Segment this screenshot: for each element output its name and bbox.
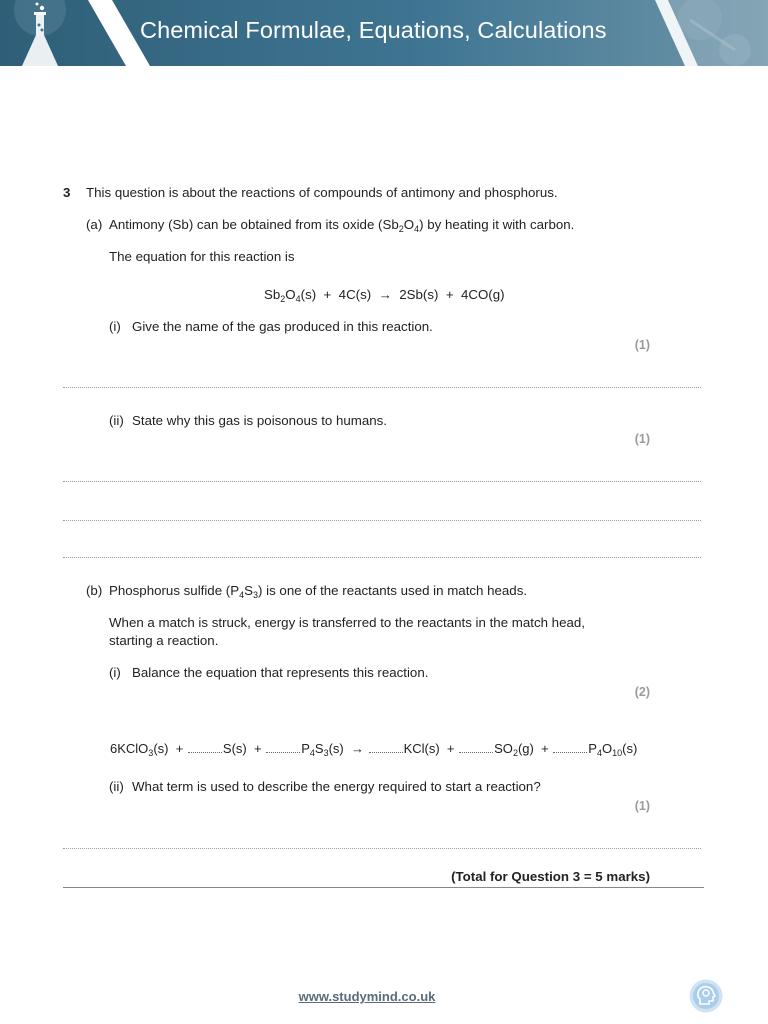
equation-a: $Sb_2O_4(s) + 4C(s) \to 2Sb(s) + 4CO(g)$	[264, 287, 505, 304]
blank-coefficient-s[interactable]	[188, 740, 222, 753]
part-b-i-marks: (2)	[634, 685, 650, 699]
head-gear-icon	[689, 979, 723, 1013]
total-rule	[63, 887, 704, 888]
part-b-label: (b)	[86, 583, 103, 598]
part-b-i-text: Balance the equation that represents this reaction.	[132, 665, 429, 680]
part-b-context-1: When a match is struck, energy is transferred to the reactants in the match head,	[109, 615, 585, 630]
equation-b: 6KClO$_3$(s) + $S(s) + P_4S_3(s) \to KCl(s) + SO_2(g) + P_4O_{10}(s)$	[110, 741, 638, 758]
answer-line-a-ii-1[interactable]	[63, 481, 701, 482]
part-a-ii-marks: (1)	[634, 432, 650, 446]
answer-line-a-ii-2[interactable]	[63, 520, 701, 521]
part-b-i-label: (i)	[109, 665, 121, 680]
header-banner	[0, 0, 768, 66]
flask-icon	[8, 0, 72, 66]
part-a-label: (a)	[86, 217, 103, 232]
part-a-i-marks: (1)	[634, 338, 650, 352]
question-intro: This question is about the reactions of compounds of antimony and phosphorus.	[86, 185, 558, 200]
answer-line-a-ii-3[interactable]	[63, 557, 701, 558]
blank-coefficient-kcl[interactable]	[369, 740, 403, 753]
part-a-i-label: (i)	[109, 319, 121, 334]
page-title: Chemical Formulae, Equations, Calculations	[140, 17, 607, 43]
part-b-ii-label: (ii)	[109, 779, 124, 794]
answer-line-b-ii[interactable]	[63, 848, 701, 849]
part-a-stem: Antimony (Sb) can be obtained from its oxide $(Sb_2O_4)$ by heating it with carbon.	[109, 217, 575, 234]
question-total: (Total for Question 3 = 5 marks)	[451, 869, 650, 884]
question-number: 3	[63, 185, 71, 200]
answer-line-a-i[interactable]	[63, 387, 701, 388]
blank-coefficient-p4o10[interactable]	[553, 740, 587, 753]
part-b-stem: Phosphorus sulfide $(P_4S_3)$ is one of the reactants used in match heads.	[109, 583, 528, 600]
footer-link[interactable]: www.studymind.co.uk	[298, 989, 436, 1004]
blank-coefficient-so2[interactable]	[459, 740, 493, 753]
part-b-ii-text: What term is used to describe the energy required to start a reaction?	[132, 779, 541, 794]
equation-intro: The equation for this reaction is	[109, 249, 295, 264]
part-a-i-text: Give the name of the gas produced in this reaction.	[132, 319, 433, 334]
blank-coefficient-p4s3[interactable]	[266, 740, 300, 753]
part-b-context-2: starting a reaction.	[109, 633, 219, 648]
part-a-ii-text: State why this gas is poisonous to humans.	[132, 413, 387, 428]
part-b-ii-marks: (1)	[634, 799, 650, 813]
part-a-ii-label: (ii)	[109, 413, 124, 428]
